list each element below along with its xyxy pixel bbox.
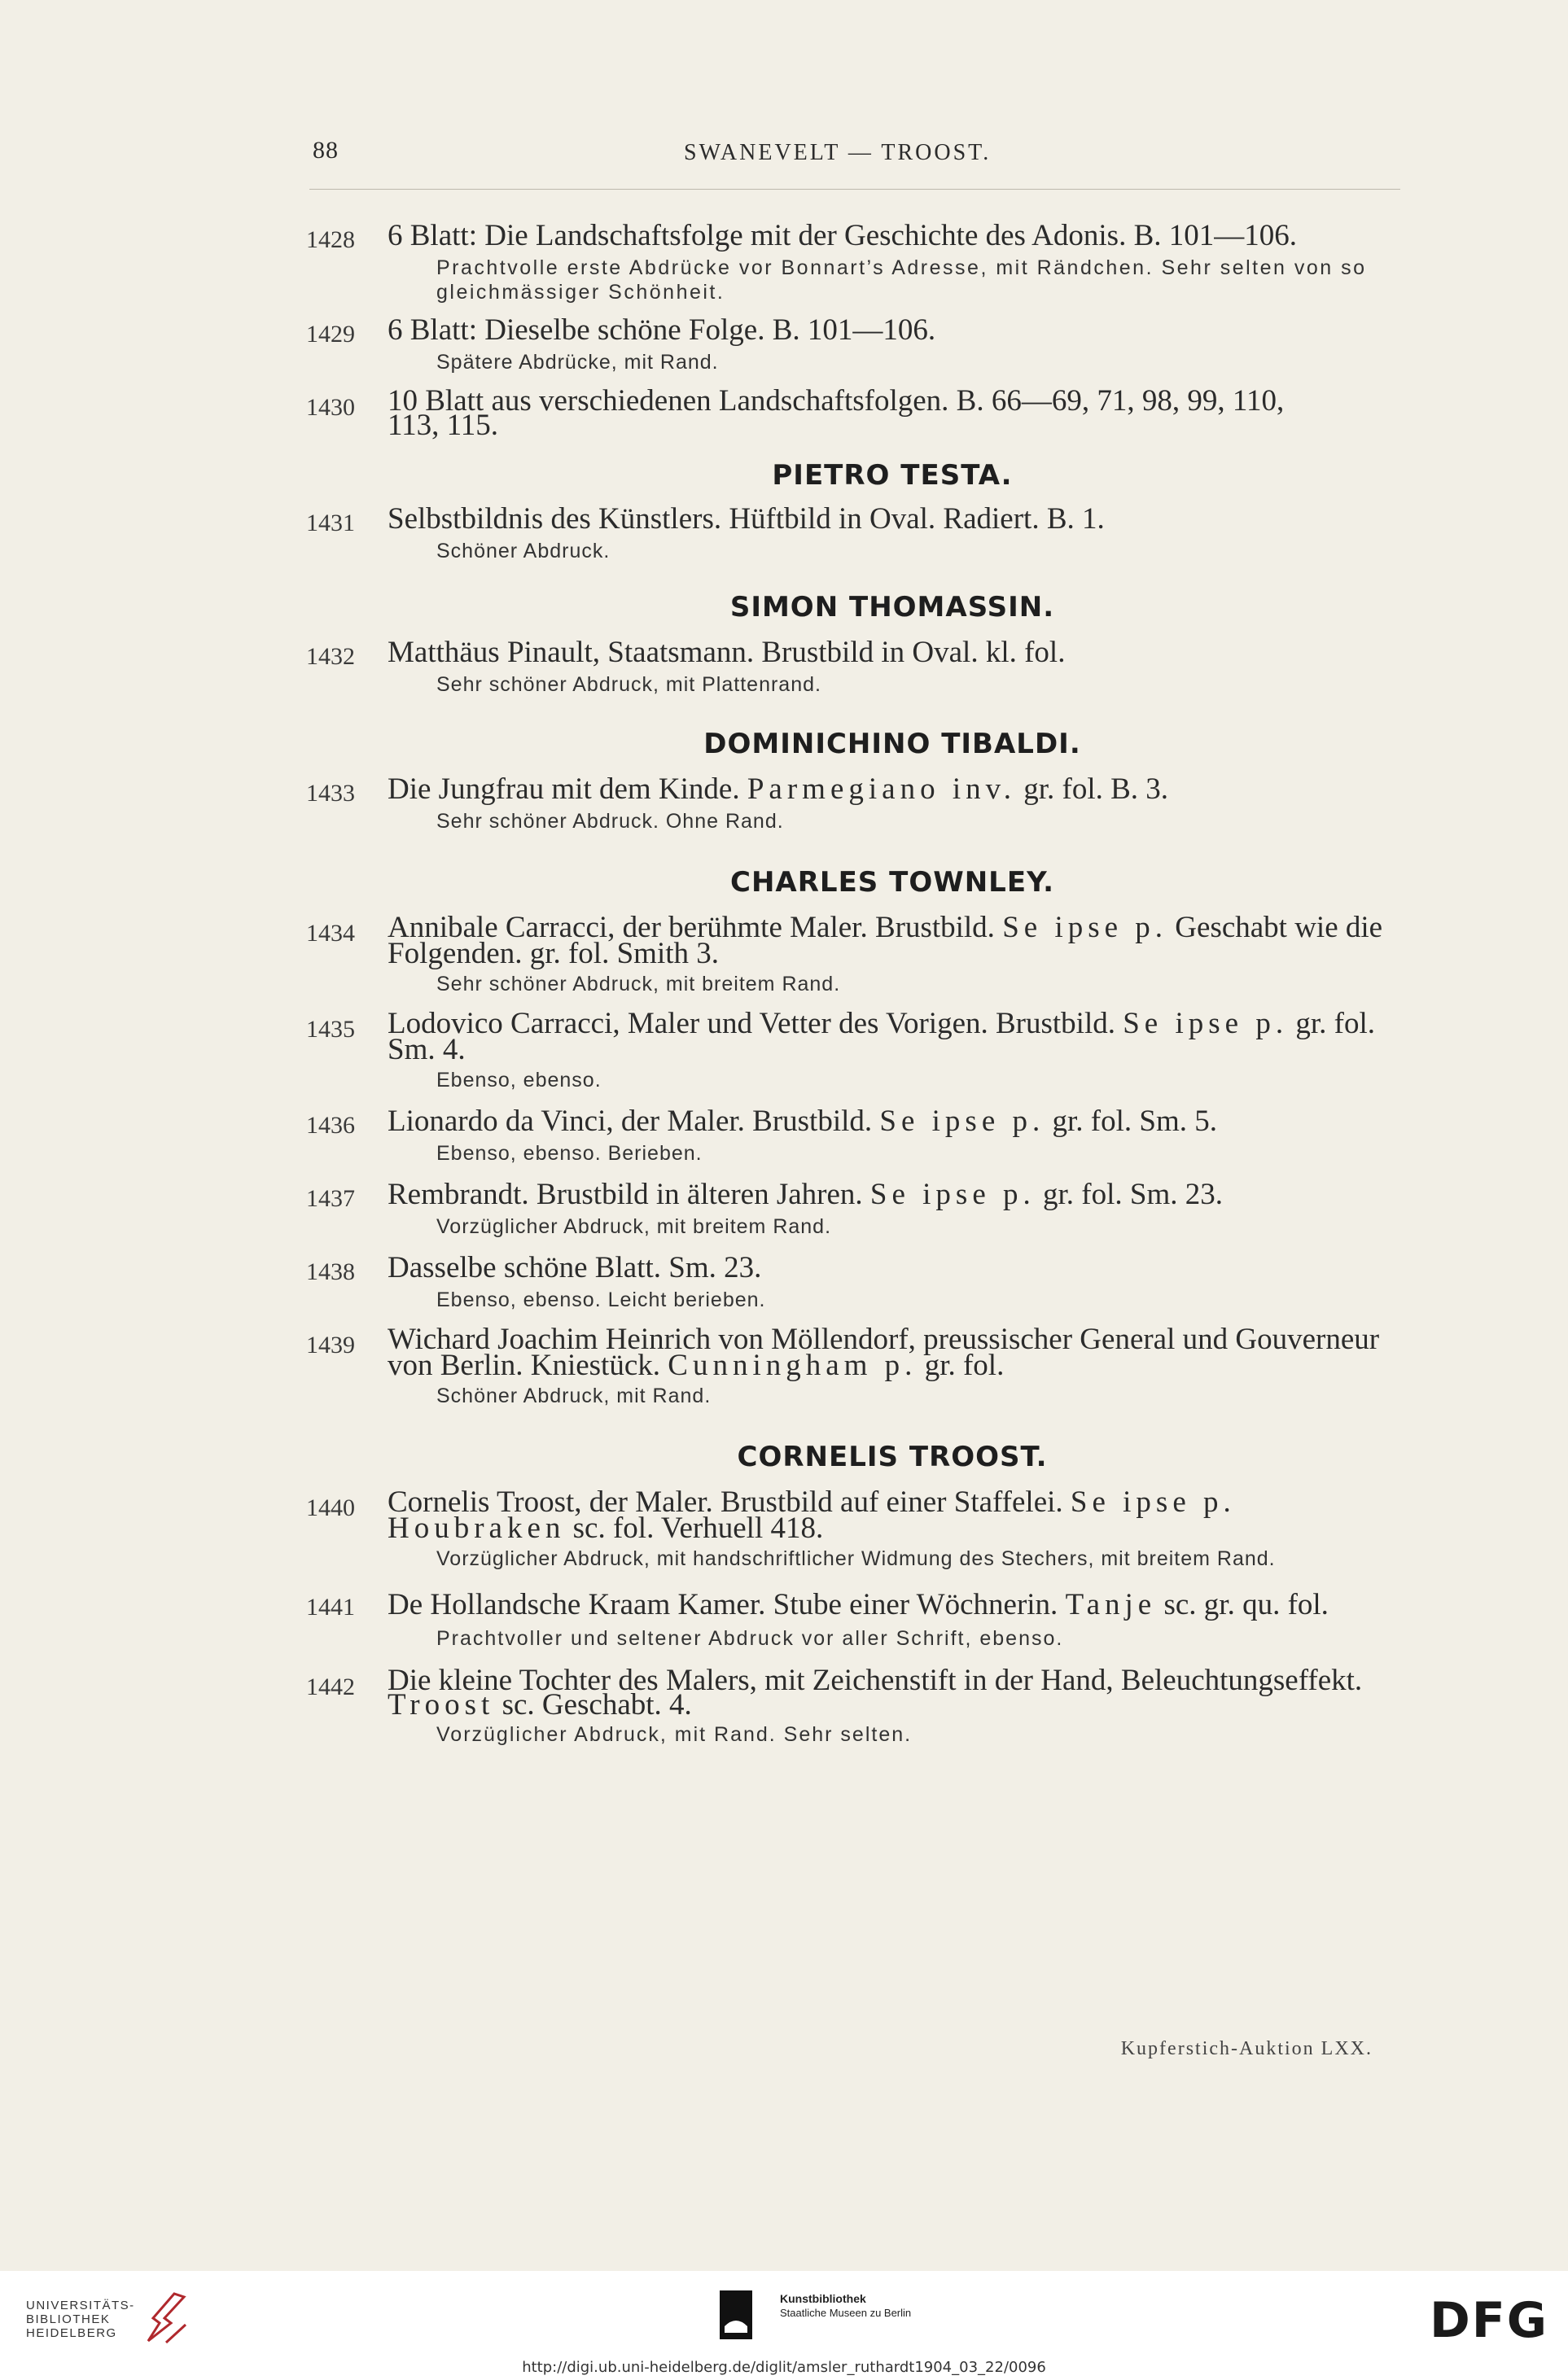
kunstbibliothek-label <box>780 2292 911 2320</box>
lot-number: 1439 <box>306 1332 355 1358</box>
running-title: SWANEVELT — TROOST. <box>684 140 992 165</box>
catalog-content <box>306 213 1389 1747</box>
lot-description <box>388 1107 1389 1136</box>
lot-format: gr. fol. B. 3. <box>1023 772 1169 806</box>
lot-description: Selbstbildnis des Künstlers. Hüftbild in Oval. Radiert. B. 1. <box>388 502 1105 536</box>
lot-number: 1440 <box>306 1494 355 1521</box>
lot-artist-credit: Se ipse p. <box>1123 1007 1289 1040</box>
lot-number: 1436 <box>306 1112 355 1139</box>
lot-engraver: Houbraken <box>388 1512 566 1545</box>
lot-1438 <box>306 1253 1389 1312</box>
lot-condition: Spätere Abdrücke, mit Rand. <box>436 351 719 374</box>
lot-1441 <box>306 1589 1389 1651</box>
lot-title: Lionardo da Vinci, der Maler. Brustbild. <box>388 1105 873 1138</box>
lot-1432 <box>306 638 1389 697</box>
lot-title: Annibale Carracci, der berühmte Maler. Brustbild. <box>388 911 995 944</box>
lot-format: gr. fol. <box>924 1349 1005 1382</box>
lot-number: 1442 <box>306 1673 355 1700</box>
permalink-url[interactable]: http://digi.ub.uni-heidelberg.de/diglit/amsler_ruthardt1904_03_22/0096 <box>0 2359 1568 2380</box>
lot-1428 <box>306 221 1389 304</box>
lot-description <box>388 1589 1389 1621</box>
lot-title: Die kleine Tochter des Malers, mit Zeichenstift in der Hand, Beleuchtungseffekt. <box>388 1664 1363 1697</box>
lot-engraver: Tanje <box>1065 1588 1157 1621</box>
lot-number: 1434 <box>306 920 355 947</box>
lot-description <box>388 1323 1389 1382</box>
lot-condition: Schöner Abdruck. <box>436 540 611 562</box>
lot-condition: Sehr schöner Abdruck. Ohne Rand. <box>436 810 784 833</box>
lot-1430 <box>306 384 1389 442</box>
ub-line: BIBLIOTHEK <box>26 2312 111 2326</box>
lot-description <box>388 1485 1389 1545</box>
artist-heading: CHARLES TOWNLEY. <box>730 866 1054 899</box>
lot-number: 1437 <box>306 1185 355 1212</box>
lot-number: 1429 <box>306 321 355 348</box>
lot-format: gr. fol. Sm. 23. <box>1043 1178 1223 1211</box>
page-number: 88 <box>313 137 339 164</box>
lot-format: gr. fol. Sm. 5. <box>1052 1105 1218 1138</box>
lot-1429 <box>306 313 1389 374</box>
lot-condition: Vorzüglicher Abdruck, mit breitem Rand. <box>436 1215 832 1238</box>
lot-format: sc. fol. Verhuell 418. <box>572 1512 824 1545</box>
lot-description <box>388 1180 1389 1210</box>
lot-1437 <box>306 1180 1389 1239</box>
lot-condition: Vorzüglicher Abdruck, mit handschriftlicher Widmung des Stechers, mit breitem Rand. <box>436 1547 1276 1570</box>
lot-title: De Hollandsche Kraam Kamer. Stube einer Wöchnerin. <box>388 1588 1058 1621</box>
lot-condition: Schöner Abdruck, mit Rand. <box>436 1385 712 1407</box>
lot-1433 <box>306 772 1389 833</box>
lot-artist-credit: Se ipse p. <box>869 1178 1036 1211</box>
artist-heading: PIETRO TESTA. <box>772 459 1013 492</box>
running-header <box>0 137 1568 177</box>
ub-heidelberg-logo-icon <box>142 2290 191 2347</box>
lot-description <box>388 1007 1389 1066</box>
lot-number: 1438 <box>306 1258 355 1285</box>
lot-condition: Vorzüglicher Abdruck, mit Rand. Sehr selten. <box>436 1723 913 1746</box>
lot-description: 6 Blatt: Die Landschaftsfolge mit der Geschichte des Adonis. B. 101—106. <box>388 219 1297 252</box>
lot-description <box>388 772 1389 806</box>
lot-number: 1430 <box>306 394 355 421</box>
dfg-logo: DFG <box>1429 2292 1548 2349</box>
lot-1440 <box>306 1485 1389 1571</box>
lot-number: 1441 <box>306 1594 355 1621</box>
lot-artist-credit: Se ipse p. <box>1002 911 1168 944</box>
lot-condition: Prachtvolle erste Abdrücke vor Bonnart’s Adresse, mit Rändchen. Sehr selten von so gleichmässiger Schönheit. <box>436 256 1367 304</box>
lot-condition: Ebenso, ebenso. <box>436 1069 602 1092</box>
lot-description: Dasselbe schöne Blatt. Sm. 23. <box>388 1251 762 1284</box>
artist-heading: SIMON THOMASSIN. <box>729 591 1055 623</box>
catalog-footer-note: Kupferstich-Auktion LXX. <box>1120 2038 1373 2059</box>
lot-number: 1435 <box>306 1016 355 1043</box>
lot-1442 <box>306 1664 1389 1747</box>
lot-condition: Ebenso, ebenso. Berieben. <box>436 1142 703 1165</box>
lot-description: 10 Blatt aus verschiedenen Landschaftsfolgen. B. 66—69, 71, 98, 99, 110, 113, 115. <box>388 384 1285 442</box>
lot-format: Geschabt wie die Folgenden. gr. fol. Smith 3. <box>388 911 1383 970</box>
lot-description: Matthäus Pinault, Staatsmann. Brustbild in Oval. kl. fol. <box>388 636 1066 669</box>
lot-engraver: Troost <box>388 1688 495 1722</box>
header-rule <box>309 189 1400 190</box>
lot-title: Wichard Joachim Heinrich von Möllendorf, preussischer General und Gouverneur von Berlin. Kniestück. <box>388 1323 1380 1382</box>
lot-number: 1432 <box>306 643 355 670</box>
lot-artist-credit: Parmegiano inv. <box>747 772 1016 806</box>
lot-description <box>388 1664 1389 1722</box>
lot-artist-credit: Se ipse p. <box>879 1105 1045 1138</box>
lot-1439 <box>306 1323 1389 1408</box>
lot-title: Rembrandt. Brustbild in älteren Jahren. <box>388 1178 863 1211</box>
kunstbibliothek-logo-icon <box>720 2290 752 2339</box>
lot-1436 <box>306 1107 1389 1166</box>
lot-format: sc. gr. qu. fol. <box>1163 1588 1329 1621</box>
lot-1435 <box>306 1007 1389 1092</box>
lot-condition: Sehr schöner Abdruck, mit breitem Rand. <box>436 973 841 995</box>
lot-title: Cornelis Troost, der Maler. Brustbild auf einer Staffelei. <box>388 1485 1063 1519</box>
artist-heading: DOMINICHINO TIBALDI. <box>703 728 1081 760</box>
lot-format: sc. Geschabt. 4. <box>501 1688 692 1722</box>
lot-1431 <box>306 502 1389 563</box>
lot-condition: Ebenso, ebenso. Leicht berieben. <box>436 1288 766 1311</box>
kb-name: Kunstbibliothek <box>780 2292 866 2305</box>
lot-number: 1428 <box>306 226 355 253</box>
lot-condition: Prachtvoller und seltener Abdruck vor aller Schrift, ebenso. <box>436 1627 1064 1650</box>
lot-artist-credit: Cunningham p. <box>668 1349 918 1382</box>
kb-subtitle: Staatliche Museen zu Berlin <box>780 2307 912 2319</box>
lot-number: 1431 <box>306 510 355 536</box>
lot-title: Die Jungfrau mit dem Kinde. <box>388 772 740 806</box>
ub-line: UNIVERSITÄTS- <box>26 2299 135 2312</box>
lot-number: 1433 <box>306 780 355 807</box>
lot-description <box>388 911 1389 970</box>
artist-heading: CORNELIS TROOST. <box>737 1441 1048 1473</box>
digitization-banner <box>0 2271 1568 2359</box>
ub-line: HEIDELBERG <box>26 2326 117 2340</box>
ub-heidelberg-label <box>26 2299 135 2340</box>
lot-title: Lodovico Carracci, Maler und Vetter des Vorigen. Brustbild. <box>388 1007 1115 1040</box>
lot-format: gr. fol. Sm. 4. <box>388 1007 1375 1066</box>
lot-1434 <box>306 911 1389 996</box>
lot-description: 6 Blatt: Dieselbe schöne Folge. B. 101—106. <box>388 313 936 347</box>
lot-condition: Sehr schöner Abdruck, mit Plattenrand. <box>436 673 821 696</box>
lot-artist-credit: Se ipse p. <box>1070 1485 1236 1519</box>
